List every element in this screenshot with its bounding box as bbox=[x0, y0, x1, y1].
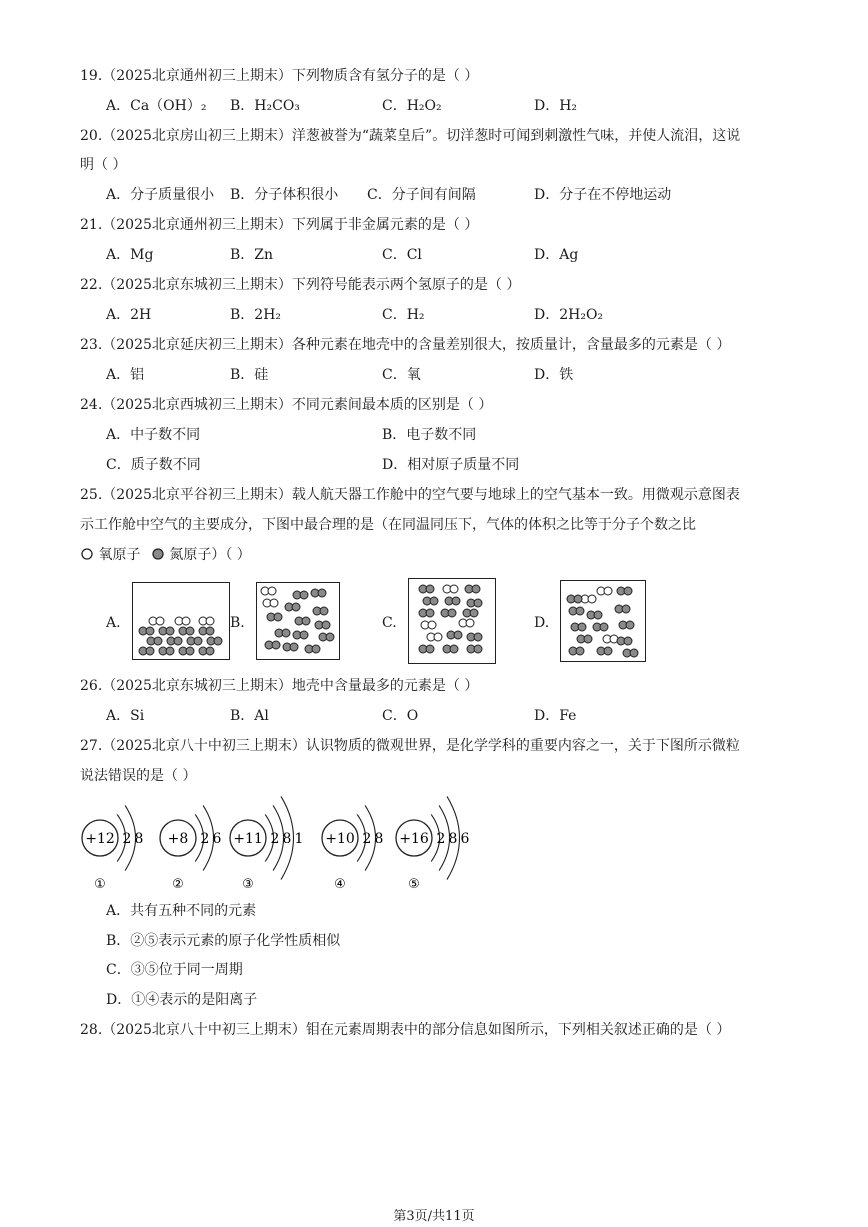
nucleus-charge: +11 bbox=[233, 831, 263, 847]
question-27-stem-cont: 说法错误的是（ ） bbox=[80, 768, 197, 784]
nitrogen-molecule bbox=[419, 585, 434, 593]
q27-option-c[interactable]: C．③⑤位于同一周期 bbox=[106, 962, 243, 978]
oxygen-molecule bbox=[421, 621, 436, 629]
oxygen-molecule bbox=[263, 599, 278, 607]
nitrogen-molecule bbox=[617, 637, 632, 645]
nitrogen-molecule bbox=[285, 603, 300, 611]
atom-label: ① bbox=[94, 877, 106, 892]
q21-option-d[interactable]: D．Ag bbox=[534, 247, 579, 263]
nitrogen-molecule bbox=[467, 599, 482, 607]
shell-electron-count: 8 bbox=[134, 831, 144, 847]
nitrogen-molecule bbox=[179, 647, 194, 655]
nitrogen-molecule bbox=[619, 621, 634, 629]
shell-electron-count: 6 bbox=[460, 831, 470, 847]
nitrogen-molecule bbox=[443, 645, 458, 653]
question-22-stem: 22.（2025北京东城初三上期末）下列符号能表示两个氢原子的是（ ） bbox=[80, 277, 521, 293]
nitrogen-molecule bbox=[293, 591, 308, 599]
shell-electron-count: 2 bbox=[270, 831, 280, 847]
q21-option-a[interactable]: A．Mg bbox=[106, 247, 154, 263]
q22-option-a[interactable]: A．2H bbox=[106, 307, 152, 323]
atom-structure-2 bbox=[160, 805, 222, 892]
nitrogen-molecule bbox=[587, 611, 602, 619]
oxygen-atom-legend-icon bbox=[80, 547, 94, 561]
nitrogen-molecule bbox=[597, 647, 612, 655]
nitrogen-molecule bbox=[179, 627, 194, 635]
nitrogen-molecule bbox=[139, 647, 154, 655]
oxygen-molecule bbox=[603, 635, 618, 643]
nitrogen-molecule bbox=[283, 643, 298, 651]
question-27-stem: 27.（2025北京八十中初三上期末）认识物质的微观世界，是化学学科的重要内容之一，关于下图所示微粒 bbox=[80, 738, 740, 754]
oxygen-molecule bbox=[443, 585, 458, 593]
q26-option-d[interactable]: D．Fe bbox=[534, 708, 577, 724]
q26-option-b[interactable]: B．Al bbox=[230, 708, 269, 724]
q25-diagram-c[interactable] bbox=[408, 578, 496, 664]
nitrogen-molecule bbox=[315, 621, 330, 629]
nitrogen-molecule bbox=[567, 595, 582, 603]
nitrogen-atom-legend-icon bbox=[151, 547, 165, 561]
oxygen-molecule bbox=[597, 587, 612, 595]
q24-option-c[interactable]: C．质子数不同 bbox=[106, 457, 201, 473]
question-20-stem: 20.（2025北京房山初三上期末）洋葱被誉为“蔬菜皇后”。切洋葱时可闻到刺激性气味，并使人流泪，这说 bbox=[80, 128, 741, 144]
question-26-stem: 26.（2025北京东城初三上期末）地壳中含量最多的元素是（ ） bbox=[80, 678, 479, 694]
nitrogen-molecule bbox=[159, 647, 174, 655]
shell-electron-count: 8 bbox=[282, 831, 292, 847]
nitrogen-molecule bbox=[313, 607, 328, 615]
atom-structure-1 bbox=[82, 805, 143, 892]
shell-electron-count: 2 bbox=[362, 831, 372, 847]
q25-diagram-b[interactable] bbox=[256, 582, 340, 660]
q27-option-b[interactable]: B．②⑤表示元素的原子化学性质相似 bbox=[106, 933, 341, 949]
q27-option-d[interactable]: D．①④表示的是阳离子 bbox=[106, 992, 258, 1008]
question-23-stem: 23.（2025北京延庆初三上期末）各种元素在地壳中的含量差别很大，按质量计，含量最多的元素是（ ） bbox=[80, 337, 731, 353]
nitrogen-molecule bbox=[275, 629, 290, 637]
shell-electron-count: 8 bbox=[374, 831, 384, 847]
q27-option-a[interactable]: A．共有五种不同的元素 bbox=[106, 903, 257, 919]
molecule-diagram-a bbox=[133, 583, 229, 659]
nitrogen-molecule bbox=[617, 587, 632, 595]
nitrogen-molecule bbox=[467, 633, 482, 641]
nitrogen-molecule bbox=[463, 609, 478, 617]
nitrogen-molecule bbox=[139, 627, 154, 635]
nitrogen-molecule bbox=[569, 607, 584, 615]
q22-option-d[interactable]: D．2H₂O₂ bbox=[534, 307, 604, 323]
nucleus-charge: +8 bbox=[167, 831, 189, 847]
q23-option-a[interactable]: A．铝 bbox=[106, 367, 145, 383]
atom-label: ⑤ bbox=[408, 877, 420, 892]
question-21-stem: 21.（2025北京通州初三上期末）下列属于非金属元素的是（ ） bbox=[80, 217, 479, 233]
shell-electron-count: 2 bbox=[200, 831, 210, 847]
q23-option-b[interactable]: B．硅 bbox=[230, 367, 269, 383]
nitrogen-molecule bbox=[569, 647, 584, 655]
atom-structure-4 bbox=[322, 805, 383, 892]
q21-option-b[interactable]: B．Zn bbox=[230, 247, 274, 263]
nitrogen-molecule bbox=[267, 613, 282, 621]
q24-option-d[interactable]: D．相对原子质量不同 bbox=[382, 457, 520, 473]
nitrogen-molecule bbox=[419, 609, 434, 617]
atom-label: ③ bbox=[242, 877, 254, 892]
oxygen-molecule bbox=[427, 633, 442, 641]
atom-label: ④ bbox=[334, 877, 346, 892]
page-footer: 第3页/共11页 bbox=[393, 1209, 475, 1224]
nitrogen-molecule bbox=[465, 585, 480, 593]
q25-option-d[interactable]: D. bbox=[534, 615, 550, 631]
atom-label: ② bbox=[172, 877, 184, 892]
shell-electron-count: 8 bbox=[448, 831, 458, 847]
question-24-stem: 24.（2025北京西城初三上期末）不同元素间最本质的区别是（ ） bbox=[80, 397, 493, 413]
question-28-stem: 28.（2025北京八十中初三上期末）钼在元素周期表中的部分信息如图所示，下列相关叙述正确的是（ ） bbox=[80, 1022, 731, 1038]
q22-option-c[interactable]: C．H₂ bbox=[382, 307, 425, 323]
nitrogen-molecule bbox=[167, 637, 182, 645]
nitrogen-molecule bbox=[147, 637, 162, 645]
nitrogen-molecule bbox=[295, 617, 310, 625]
atom-structure-3 bbox=[230, 796, 303, 892]
q25-option-c[interactable]: C. bbox=[382, 615, 397, 631]
oxygen-molecule bbox=[175, 617, 190, 625]
q26-option-a[interactable]: A．Si bbox=[106, 708, 145, 724]
question-20-stem-cont: 明（ ） bbox=[80, 157, 127, 173]
nitrogen-molecule bbox=[293, 631, 308, 639]
shell-electron-count: 1 bbox=[294, 831, 304, 847]
q19-option-c[interactable]: C．H₂O₂ bbox=[382, 98, 442, 114]
nitrogen-molecule bbox=[467, 645, 482, 653]
q21-option-c[interactable]: C．Cl bbox=[382, 247, 422, 263]
nitrogen-molecule bbox=[447, 631, 462, 639]
nucleus-charge: +12 bbox=[85, 831, 115, 847]
q20-option-c[interactable]: C．分子间有间隔 bbox=[367, 187, 476, 203]
nitrogen-molecule bbox=[615, 605, 630, 613]
q24-option-b[interactable]: B．电子数不同 bbox=[382, 427, 477, 443]
question-25-legend bbox=[80, 545, 251, 565]
nitrogen-molecule bbox=[441, 609, 456, 617]
legend-oxygen-label: 氧原子 bbox=[98, 547, 141, 563]
q25-option-a[interactable]: A. bbox=[106, 615, 121, 631]
nitrogen-molecule bbox=[577, 635, 592, 643]
q26-option-c[interactable]: C．O bbox=[382, 708, 419, 724]
nitrogen-molecule bbox=[423, 597, 438, 605]
shell-electron-count: 6 bbox=[212, 831, 222, 847]
question-25-stem-cont: 示工作舱中空气的主要成分，下图中最合理的是（在同温同压下，气体的体积之比等于分子个数之比 bbox=[80, 517, 696, 533]
nitrogen-molecule bbox=[159, 627, 174, 635]
legend-tail: ）（ ） bbox=[211, 547, 251, 563]
oxygen-molecule bbox=[581, 595, 596, 603]
q19-option-b[interactable]: B．H₂CO₃ bbox=[230, 98, 300, 114]
oxygen-molecule bbox=[149, 617, 164, 625]
q25-diagram-d[interactable] bbox=[560, 580, 646, 662]
q20-option-d[interactable]: D．分子在不停地运动 bbox=[534, 187, 672, 203]
q20-option-b[interactable]: B．分子体积很小 bbox=[230, 187, 339, 203]
nitrogen-molecule bbox=[305, 645, 320, 653]
nitrogen-molecule bbox=[207, 637, 222, 645]
nitrogen-molecule bbox=[319, 633, 334, 641]
legend-nitrogen-label: 氮原子 bbox=[169, 547, 212, 563]
nitrogen-molecule bbox=[445, 597, 460, 605]
q23-option-c[interactable]: C．氧 bbox=[382, 367, 421, 383]
q22-option-b[interactable]: B．2H₂ bbox=[230, 307, 282, 323]
q24-option-a[interactable]: A．中子数不同 bbox=[106, 427, 201, 443]
atom-structure-5 bbox=[396, 796, 470, 892]
nitrogen-molecule bbox=[187, 637, 202, 645]
q23-option-d[interactable]: D．铁 bbox=[534, 367, 574, 383]
nitrogen-molecule bbox=[571, 623, 586, 631]
molecule-diagram-b bbox=[257, 583, 339, 659]
oxygen-molecule bbox=[261, 587, 276, 595]
q25-diagram-a[interactable] bbox=[132, 582, 230, 660]
q20-option-a[interactable]: A．分子质量很小 bbox=[106, 187, 215, 203]
q25-option-b[interactable]: B. bbox=[230, 615, 245, 631]
molecule-diagram-c bbox=[409, 579, 495, 663]
shell-electron-count: 2 bbox=[122, 831, 132, 847]
nitrogen-molecule bbox=[623, 649, 638, 657]
question-25-stem: 25.（2025北京平谷初三上期末）载人航天器工作舱中的空气要与地球上的空气基本一致。用微观示意图表 bbox=[80, 487, 740, 503]
shell-electron-count: 2 bbox=[436, 831, 446, 847]
oxygen-molecule bbox=[459, 619, 474, 627]
nucleus-charge: +10 bbox=[325, 831, 355, 847]
nitrogen-molecule bbox=[199, 627, 214, 635]
nitrogen-molecule bbox=[419, 645, 434, 653]
nitrogen-molecule bbox=[199, 647, 214, 655]
nitrogen-molecule bbox=[265, 641, 280, 649]
q19-option-a[interactable]: A．Ca（OH）₂ bbox=[106, 98, 207, 114]
molecule-diagram-d bbox=[561, 581, 645, 661]
q19-option-d[interactable]: D．H₂ bbox=[534, 98, 578, 114]
nucleus-charge: +16 bbox=[399, 831, 429, 847]
question-19-stem: 19.（2025北京通州初三上期末）下列物质含有氢分子的是（ ） bbox=[80, 68, 479, 84]
nitrogen-molecule bbox=[311, 589, 326, 597]
oxygen-molecule bbox=[199, 617, 214, 625]
nitrogen-molecule bbox=[593, 623, 608, 631]
atom-structure-diagrams bbox=[76, 792, 496, 896]
